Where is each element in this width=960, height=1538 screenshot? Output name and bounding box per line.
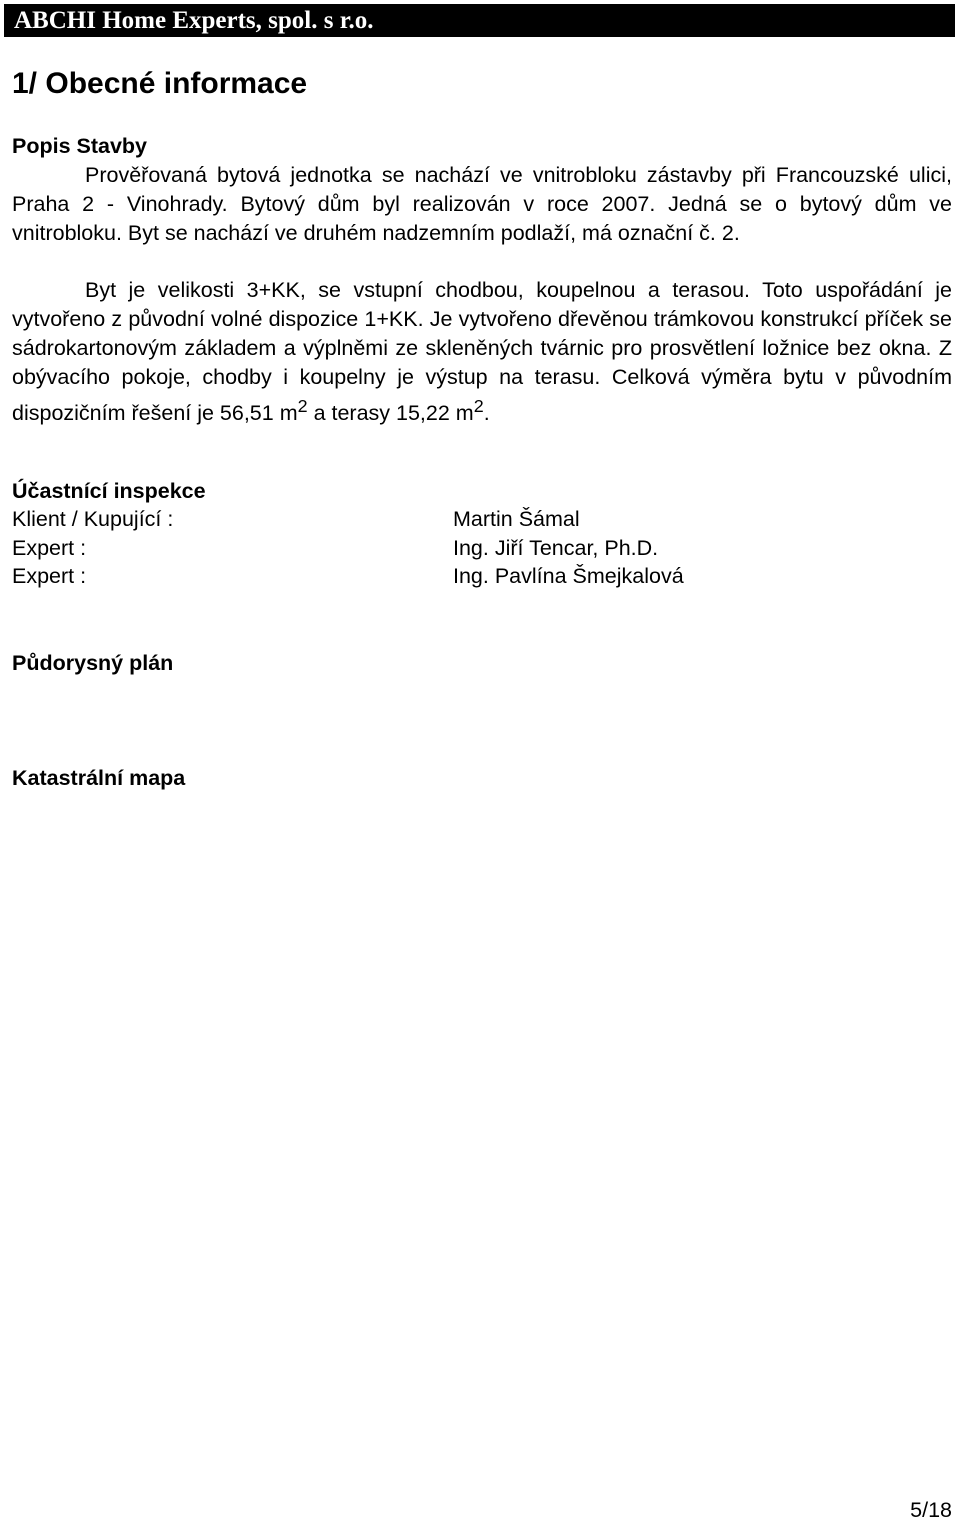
cadastral-map-heading: Katastrální mapa (12, 766, 186, 790)
inspection-role: Expert : (12, 564, 87, 588)
inspection-role: Expert : (12, 536, 87, 560)
popis-text-2-end: . (483, 401, 490, 426)
floor-plan-heading: Půdorysný plán (12, 651, 174, 675)
inspection-person: Ing. Pavlína Šmejkalová (453, 564, 684, 588)
company-name: ABCHI Home Experts, spol. s r.o. (14, 7, 374, 34)
inspection-heading: Účastnící inspekce (12, 479, 206, 503)
inspection-row (12, 534, 952, 563)
popis-text-2-mid: a terasy 15,22 m (307, 401, 474, 426)
page-number: 5/18 (910, 1498, 952, 1522)
popis-text-1: Prověřovaná bytová jednotka se nachází ve vnitrobloku zástavby při Francouzské ulici, Praha 2 - Vinohrady. Bytový dům byl realizován v roce 2007. Jedná se o bytový dům ve vnitrobloku. Byt se nachází ve druhém nadzemním podlaží, má označní č. 2. (12, 163, 952, 245)
inspection-role: Klient / Kupující : (12, 507, 174, 531)
popis-heading: Popis Stavby (12, 134, 148, 158)
inspection-person: Martin Šámal (453, 507, 580, 531)
popis-text-2-main: Byt je velikosti 3+KK, se vstupní chodbou, koupelnou a terasou. Toto uspořádání je vytvořeno z původní volné dispozice 1+KK. Je vytvořeno dřevěnou trámkovou konstrukcí příček se sádrokartonovým základem a výplněmi ze skleněných tvárnic pro prosvětlení ložnice bez okna. Z obývacího pokoje, chodby i koupelny je výstup na terasu. Celková výměra bytu v původním dispozičním řešení je 56,51 m (12, 278, 952, 426)
header-bar (4, 4, 955, 37)
popis-text-2 (12, 276, 952, 428)
area-unit-superscript-1: 2 (297, 396, 308, 416)
popis-paragraph-1 (12, 161, 952, 248)
area-unit-superscript-2: 2 (473, 396, 484, 416)
inspection-row (12, 505, 952, 534)
inspection-row (12, 562, 952, 591)
inspection-person: Ing. Jiří Tencar, Ph.D. (453, 536, 659, 560)
popis-paragraph-2 (12, 276, 952, 428)
section-title: 1/ Obecné informace (12, 67, 308, 100)
